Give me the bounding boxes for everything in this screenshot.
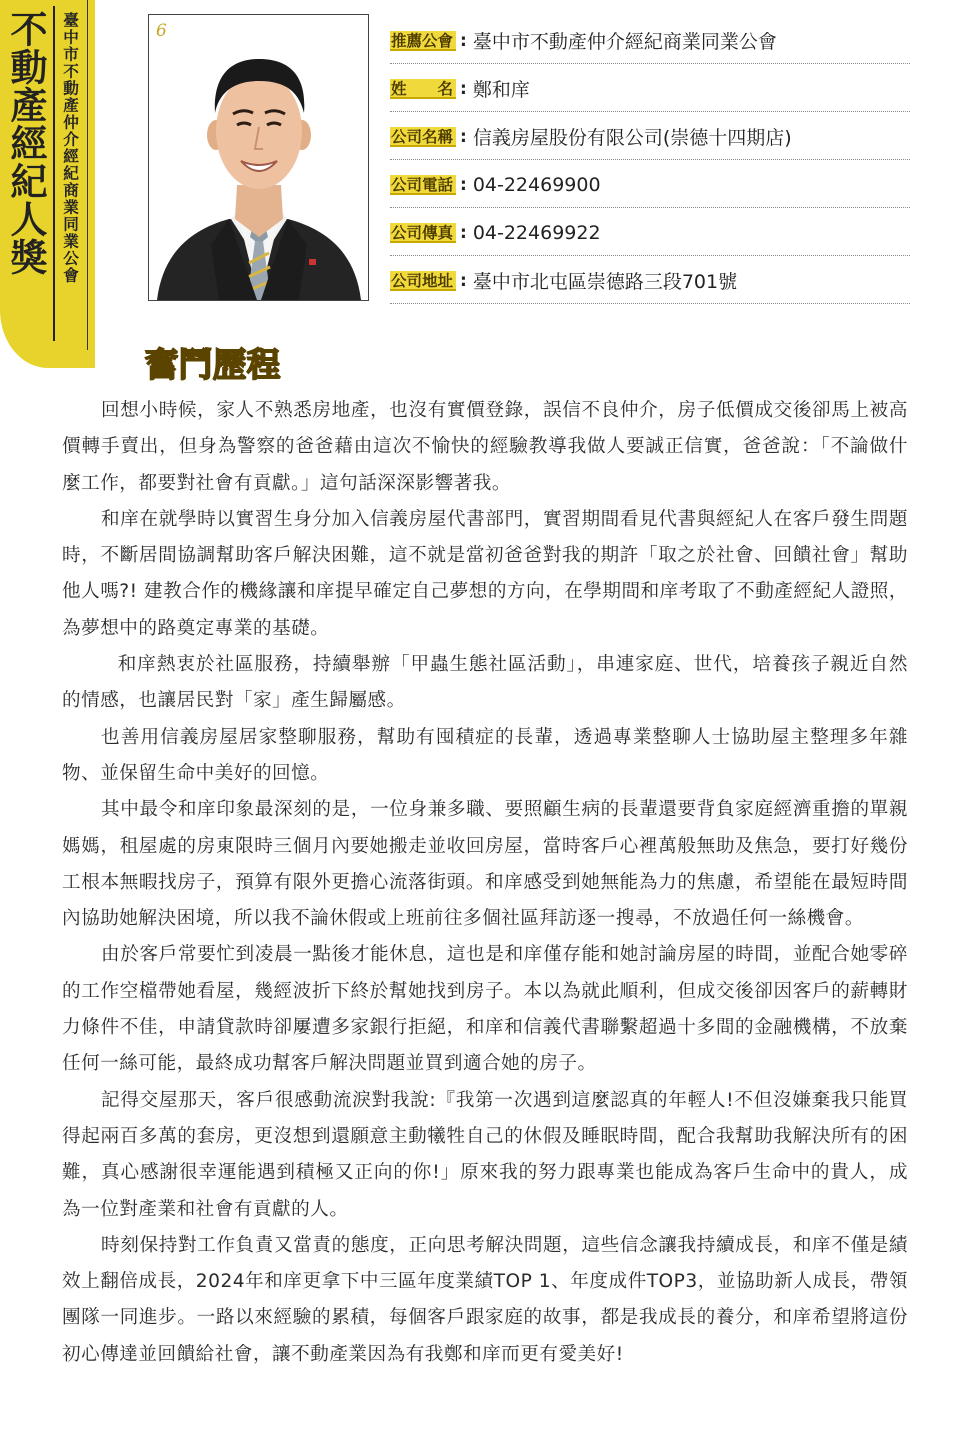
info-label: 姓 名: [390, 79, 456, 99]
info-row-address: 公司地址 : 臺中市北屯區崇德路三段701號: [390, 256, 910, 304]
info-value: 鄭和庠: [472, 79, 530, 101]
info-label: 公司地址: [390, 271, 456, 291]
info-label: 公司電話: [390, 175, 456, 195]
award-banner: [0, 0, 95, 368]
info-value: 臺中市不動產仲介經紀商業同業公會: [472, 31, 777, 53]
section-heading: 奮鬥歷程: [145, 345, 281, 384]
story-paragraph: 回想小時候，家人不熟悉房地產，也沒有實價登錄，誤信不良仲介，房子低價成交後卻馬上被高價轉手賣出，但身為警察的爸爸藉由這次不愉快的經驗教導我做人要誠正信實，爸爸說：「不論做什麼工作，都要對社會有貢獻。」這句話深深影響著我。: [62, 400, 908, 494]
info-value: 臺中市北屯區崇德路三段701號: [472, 271, 738, 293]
story-body: [62, 393, 908, 1373]
info-row-phone: 公司電話 : 04-22469900: [390, 160, 910, 208]
photo-corner-mark: 6: [156, 21, 167, 41]
info-label: 公司名稱: [390, 127, 456, 147]
info-row-association: 推薦公會 : 臺中市不動產仲介經紀商業同業公會: [390, 16, 910, 64]
info-value: 04-22469922: [472, 221, 601, 244]
profile-photo: [148, 14, 369, 301]
story-paragraph: 也善用信義房屋居家整聊服務，幫助有囤積症的長輩，透過專業整聊人士協助屋主整理多年雜物、並保留生命中美好的回憶。: [62, 726, 908, 784]
association-name: 臺中市不動產仲介經紀商業同業公會: [61, 12, 79, 284]
profile-info: [390, 16, 910, 304]
info-label: 推薦公會: [390, 31, 456, 51]
portrait-illustration: [149, 15, 368, 300]
info-value: 04-22469900: [472, 173, 601, 196]
story-paragraph: 由於客戶常要忙到凌晨一點後才能休息，這也是和庠僅存能和她討論房屋的時間，並配合她零碎的工作空檔帶她看屋，幾經波折下終於幫她找到房子。本以為就此順利，但成交後卻因客戶的薪轉財力條件不佳，申請貸款時卻屢遭多家銀行拒絕，和庠和信義代書聯繫超過十多間的金融機構，不放棄任何一絲可能，最終成功幫客戶解決問題並買到適合她的房子。: [62, 944, 908, 1075]
story-paragraph: 其中最令和庠印象最深刻的是，一位身兼多職、要照顧生病的長輩還要背負家庭經濟重擔的單親媽媽，租屋處的房東限時三個月內要她搬走並收回房屋，當時客戶心裡萬般無助及焦急，要打好幾份工根本無暇找房子，預算有限外更擔心流落街頭。和庠感受到她無能為力的焦慮，希望能在最短時間內協助她解決困境，所以我不論休假或上班前往多個社區拜訪逐一搜尋，不放過任何一絲機會。: [62, 799, 908, 930]
story-paragraph: 和庠在就學時以實習生身分加入信義房屋代書部門，實習期間看見代書與經紀人在客戶發生問題時，不斷居間協調幫助客戶解決困難，這不就是當初爸爸對我的期許「取之於社會、回饋社會」幫助他人嗎?! 建教合作的機緣讓和庠提早確定自己夢想的方向，在學期間和庠考取了不動產經紀人證照，為夢想中的路奠定專業的基礎。: [62, 508, 908, 639]
info-row-company: 公司名稱 : 信義房屋股份有限公司(崇德十四期店): [390, 112, 910, 160]
info-label: 公司傳真: [390, 223, 456, 243]
banner-divider: [53, 6, 55, 341]
banner-rule: [87, 0, 88, 350]
story-paragraph: 記得交屋那天，客戶很感動流淚對我說:『我第一次遇到這麼認真的年輕人!不但沒嫌棄我只能買得起兩百多萬的套房，更沒想到還願意主動犧牲自己的休假及睡眠時間，配合我幫助我解決所有的困難，真心感謝很幸運能遇到積極又正向的你!」原來我的努力跟專業也能成為客戶生命中的貴人，成為一位對產業和社會有貢獻的人。: [62, 1089, 908, 1220]
story-paragraph: 和庠熱衷於社區服務，持續舉辦「甲蟲生態社區活動」，串連家庭、世代，培養孩子親近自然的情感，也讓居民對「家」產生歸屬感。: [62, 654, 908, 712]
info-row-name: 姓 名 : 鄭和庠: [390, 64, 910, 112]
award-title: 不動產經紀人獎: [4, 10, 48, 276]
info-value: 信義房屋股份有限公司(崇德十四期店): [472, 127, 792, 149]
story-paragraph: 時刻保持對工作負責又當責的態度，正向思考解決問題，這些信念讓我持續成長，和庠不僅是績效上翻倍成長，2024年和庠更拿下中三區年度業績TOP 1、年度成件TOP3，並協助新人成長，帶領團隊一同進步。一路以來經驗的累積，每個客戶跟家庭的故事，都是我成長的養分，和庠希望將這份初心傳達並回饋給社會，讓不動產業因為有我鄭和庠而更有愛美好!: [62, 1234, 908, 1365]
info-row-fax: 公司傳真 : 04-22469922: [390, 208, 910, 256]
